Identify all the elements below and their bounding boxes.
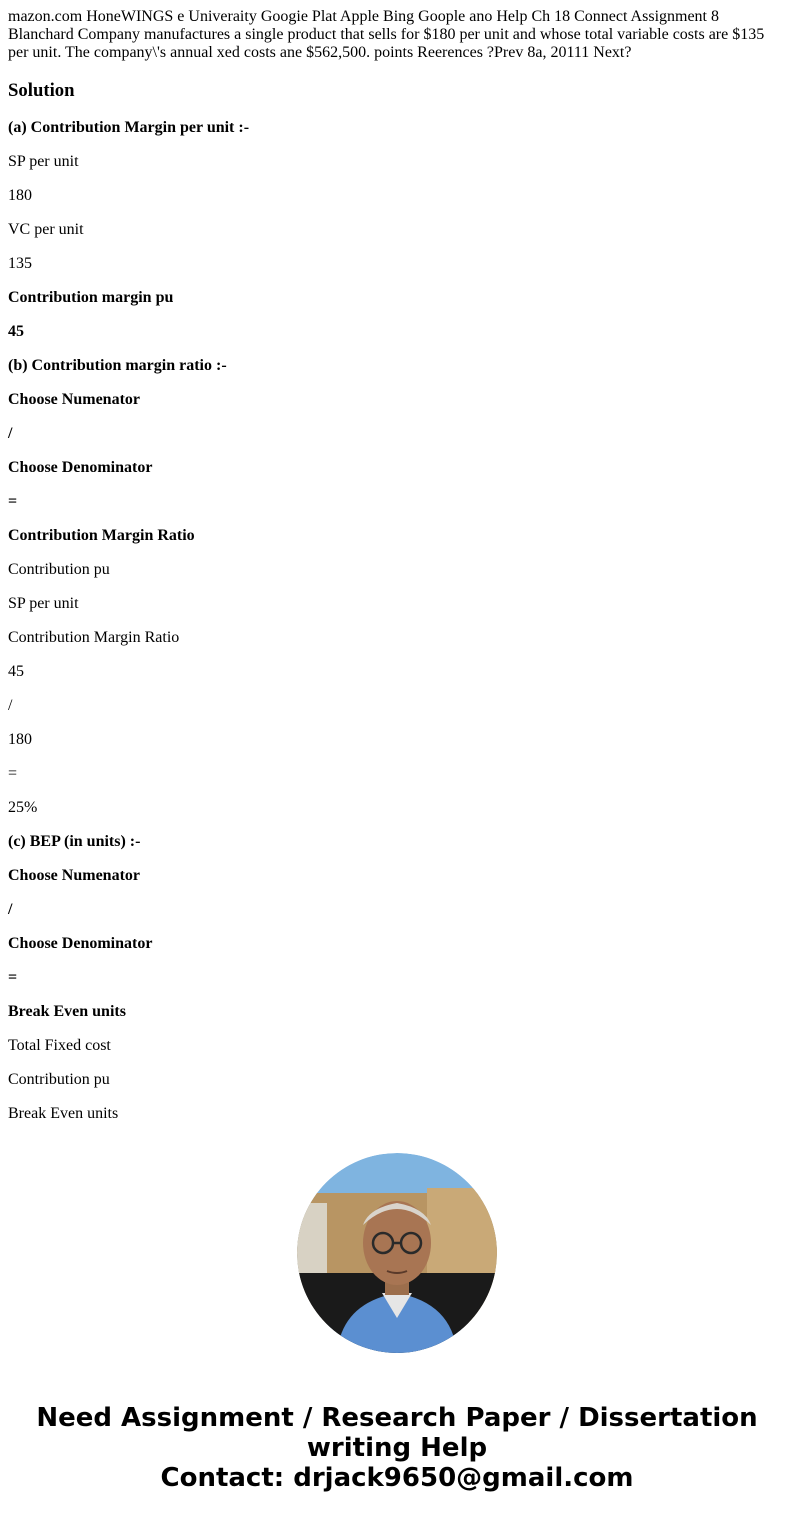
solution-line: 45 [8, 323, 24, 340]
solution-line: SP per unit [8, 595, 79, 612]
promo-line-2: writing Help [306, 1433, 488, 1463]
promo-banner [0, 1403, 794, 1493]
solution-line: / [8, 697, 13, 714]
solution-line: Contribution pu [8, 1071, 110, 1088]
solution-line: = [8, 765, 18, 782]
avatar [297, 1153, 497, 1353]
solution-line: = [8, 493, 18, 510]
solution-line: Contribution Margin Ratio [8, 629, 180, 646]
solution-line: Choose Denominator [8, 935, 153, 952]
solution-line: Choose Numenator [8, 867, 140, 884]
solution-heading: Solution [8, 80, 75, 101]
solution-line: SP per unit [8, 153, 79, 170]
solution-line: (a) Contribution Margin per unit :- [8, 119, 250, 136]
solution-line: 180 [8, 187, 32, 204]
solution-line: Contribution Margin Ratio [8, 527, 195, 544]
solution-line: = [8, 969, 18, 986]
solution-line: Choose Denominator [8, 459, 153, 476]
solution-line: / [8, 425, 13, 442]
solution-line: 180 [8, 731, 32, 748]
promo-contact: Contact: drjack9650@gmail.com [160, 1463, 634, 1493]
solution-line: Break Even units [8, 1105, 119, 1122]
solution-line: Contribution pu [8, 561, 110, 578]
solution-line: Break Even units [8, 1003, 126, 1020]
solution-line: 135 [8, 255, 32, 272]
solution-line: Choose Numenator [8, 391, 140, 408]
solution-line: (b) Contribution margin ratio :- [8, 357, 227, 374]
solution-line: VC per unit [8, 221, 84, 238]
solution-line: Total Fixed cost [8, 1037, 111, 1054]
question-text: mazon.com HoneWINGS e Univeraity Googie Plat Apple Bing Goople ano Help Ch 18 Connect Assignment 8 Blanchard Company manufactures a single product that sells for $180 per unit and whose total variable costs are $135 per unit. The company\'s annual xed costs ane $562,500. points Reerences ?Prev 8a, 20111 Next? [8, 8, 765, 61]
solution-line: Contribution margin pu [8, 289, 174, 306]
solution-line: / [8, 901, 13, 918]
solution-lines [8, 119, 786, 1123]
solution-line: 25% [8, 799, 38, 816]
promo-line-1: Need Assignment / Research Paper / Dissertation [36, 1403, 758, 1433]
solution-line: (c) BEP (in units) :- [8, 833, 141, 850]
solution-line: 45 [8, 663, 24, 680]
person-photo-icon [297, 1153, 497, 1353]
